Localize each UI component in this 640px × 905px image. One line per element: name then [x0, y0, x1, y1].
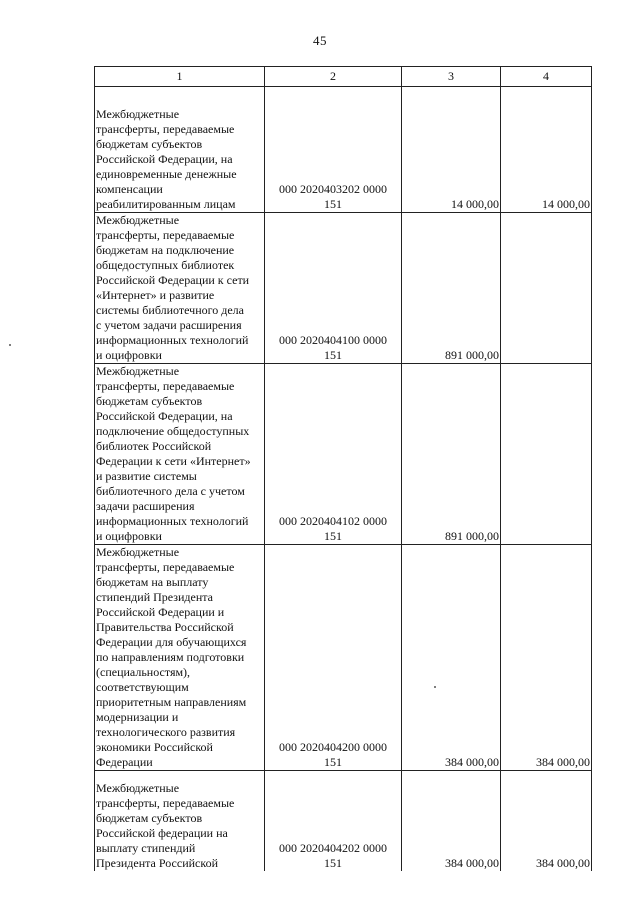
row-code: 000 2020403202 0000 151 — [265, 87, 402, 213]
row-amount-col3: 14 000,00 — [402, 87, 501, 213]
row-amount-col4 — [501, 213, 592, 364]
table-row — [95, 213, 592, 364]
table-row — [95, 87, 592, 213]
column-header-4: 4 — [501, 67, 592, 87]
row-amount-col4: 384 000,00 — [501, 771, 592, 871]
page-number: 45 — [313, 33, 327, 48]
scan-speck — [434, 686, 436, 688]
row-description: Межбюджетные трансферты, передаваемые бюджетам субъектов Российской Федерации, на подключение общедоступных библиотек Российской Федерации к сети «Интернет» и развитие системы библиотечного дела с учетом задачи расширения информационных технологий и оцифровки — [95, 364, 265, 545]
table-row — [95, 771, 592, 871]
row-code: 000 2020404200 0000 151 — [265, 545, 402, 771]
row-code: 000 2020404100 0000 151 — [265, 213, 402, 364]
row-amount-col4: 14 000,00 — [501, 87, 592, 213]
budget-table — [94, 66, 592, 871]
row-amount-col4 — [501, 364, 592, 545]
row-amount-col3: 384 000,00 — [402, 545, 501, 771]
column-header-3: 3 — [402, 67, 501, 87]
row-description: Межбюджетные трансферты, передаваемые бюджетам субъектов Российской федерации на выплату стипендий Президента Российской — [95, 771, 265, 871]
row-amount-col4: 384 000,00 — [501, 545, 592, 771]
row-description: Межбюджетные трансферты, передаваемые бюджетам на подключение общедоступных библиотек Российской Федерации к сети «Интернет» и развитие системы библиотечного дела с учетом задачи расширения информационных технологий и оцифровки — [95, 213, 265, 364]
table-row — [95, 545, 592, 771]
row-description: Межбюджетные трансферты, передаваемые бюджетам на выплату стипендий Президента Российской Федерации и Правительства Российской Федерации для обучающихся по направлениям подготовки (специальностям), соответствующим приоритетным направлениям модернизации и технологического развития экономики Российской Федерации — [95, 545, 265, 771]
column-header-1: 1 — [95, 67, 265, 87]
table-row — [95, 364, 592, 545]
row-amount-col3: 891 000,00 — [402, 364, 501, 545]
row-amount-col3: 384 000,00 — [402, 771, 501, 871]
table-header-row — [95, 67, 592, 87]
column-header-2: 2 — [265, 67, 402, 87]
row-code: 000 2020404202 0000 151 — [265, 771, 402, 871]
row-amount-col3: 891 000,00 — [402, 213, 501, 364]
row-description: Межбюджетные трансферты, передаваемые бюджетам субъектов Российской Федерации, на единовременные денежные компенсации реабилитированным лицам — [95, 87, 265, 213]
row-code: 000 2020404102 0000 151 — [265, 364, 402, 545]
scan-speck — [9, 344, 11, 346]
